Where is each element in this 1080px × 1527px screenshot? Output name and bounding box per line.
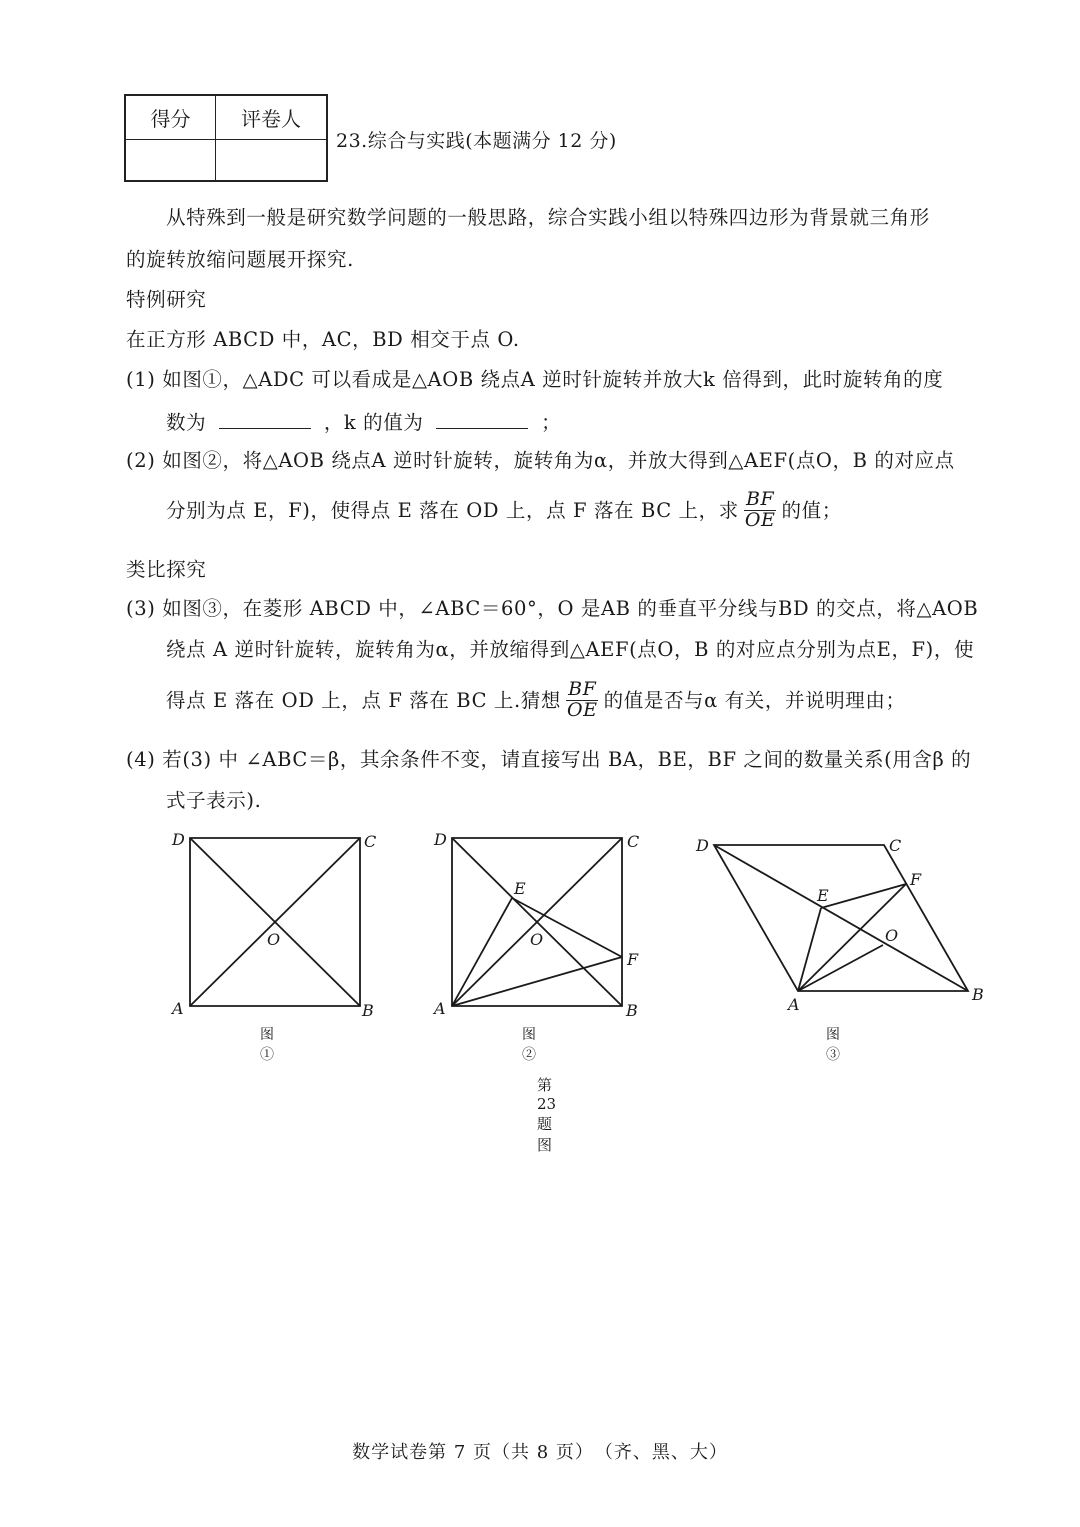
figure-3-rhombus-rotation [714,845,968,991]
part3-label: (3) [126,597,156,620]
intro-line-1: 从特殊到一般是研究数学问题的一般思路，综合实践小组以特殊四边形为背景就三角形 [166,206,930,229]
fig3-label-C: C [889,836,902,855]
fraction-numerator: BF [746,488,775,510]
part3-text-1: 如图③，在菱形 ABCD 中，∠ABC＝60°，O 是AB 的垂直平分线与BD 的交点，将△AOB [162,597,979,620]
section-heading-analogy: 类比探究 [126,558,207,581]
fraction-denominator: OE [566,698,598,721]
fig3-label-B: B [972,985,984,1004]
fig2-label-F: F [627,950,639,969]
figure-group-caption: 第 23 题图 [537,1076,557,1154]
part1-text-2b: ，k 的值为 [323,411,424,434]
figure-1-square [190,838,360,1006]
fig3-label-O: O [885,926,899,945]
fig2-label-O: O [530,930,544,949]
fig3-label-A: A [788,995,800,1014]
fig1-label-B: B [362,1001,374,1020]
section-heading-special-case: 特例研究 [126,288,207,311]
fig1-label-C: C [364,832,377,851]
fig2-label-C: C [627,832,640,851]
score-header: 得分 [126,96,216,140]
figure-2-square-rotation [452,838,622,1006]
part1-text-1: 如图①，△ADC 可以看成是△AOB 绕点A 逆时针旋转并放大k 倍得到，此时旋转角的度 [162,368,944,391]
page-footer: 数学试卷第 7 页（共 8 页） （齐、黑、大） [352,1442,728,1463]
fig3-label-F: F [910,870,922,889]
fig3-caption: 图③ [826,1027,840,1063]
part4-label: (4) [126,748,156,771]
grader-header: 评卷人 [216,96,326,140]
part4-text-1: 若(3) 中 ∠ABC＝β，其余条件不变，请直接写出 BA，BE，BF 之间的数量关系(用含β 的 [162,748,972,771]
intro-line-2: 的旋转放缩问题展开探究. [126,248,354,271]
fig3-label-E: E [817,886,829,905]
part2-text-2b: 的值； [781,498,842,522]
fig2-label-A: A [434,999,446,1018]
part3-text-3b: 的值是否与α 有关，并说明理由； [603,688,906,712]
part1-text-2c: ； [541,411,562,434]
part3-line-2: 绕点 A 逆时针旋转，旋转角为α，并放缩得到△AEF(点O，B 的对应点分别为点E，F)，使 [166,638,975,661]
fig1-label-O: O [267,930,281,949]
section1-setup: 在正方形 ABCD 中，AC，BD 相交于点 O. [126,328,520,351]
part2-text-2a: 分别为点 E，F)，使得点 E 落在 OD 上，点 F 落在 BC 上，求 [166,498,739,522]
fraction-denominator: OE [744,508,776,531]
fig1-label-A: A [172,999,184,1018]
fig2-label-E: E [514,879,526,898]
question-title: 23.综合与实践(本题满分 12 分) [336,130,617,152]
fraction-numerator: BF [568,678,597,700]
fig1-label-D: D [172,830,185,849]
part2-label: (2) [126,449,156,472]
part1-text-2a: 数为 [166,411,207,434]
fig2-label-B: B [626,1001,638,1020]
part4-line-2: 式子表示). [166,789,262,812]
part3-text-3a: 得点 E 落在 OD 上，点 F 落在 BC 上.猜想 [166,688,561,712]
part1-label: (1) [126,368,156,391]
fig1-caption: 图① [260,1027,274,1063]
fig3-label-D: D [696,836,709,855]
part2-text-1: 如图②，将△AOB 绕点A 逆时针旋转，旋转角为α，并放大得到△AEF(点O，B 的对应点 [162,449,955,472]
fig2-label-D: D [434,830,447,849]
fig2-caption: 图② [522,1027,536,1063]
